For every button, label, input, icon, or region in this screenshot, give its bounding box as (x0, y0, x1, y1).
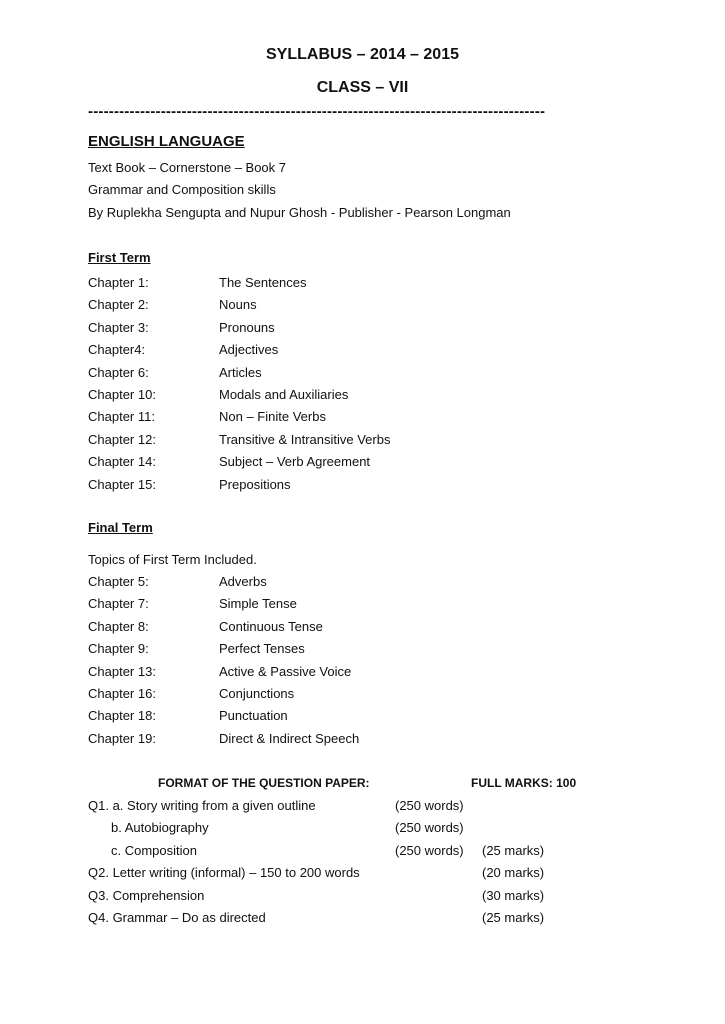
chapter-topic: Active & Passive Voice (219, 663, 352, 679)
chapter-topic: Non – Finite Verbs (219, 409, 326, 425)
chapter-number: Chapter 15: (88, 476, 156, 492)
chapter-topic: Adjectives (219, 342, 279, 358)
question-marks: (30 marks) (482, 888, 545, 903)
chapter-number: Chapter 13: (88, 663, 156, 679)
question-label: Q3. Comprehension (88, 888, 205, 903)
chapter-number: Chapter 16: (88, 685, 156, 701)
question-label: c. Composition (111, 843, 197, 858)
chapter-row (88, 686, 648, 708)
format-heading: FORMAT OF THE QUESTION PAPER: (158, 776, 370, 790)
chapter-topic: Continuous Tense (219, 618, 323, 634)
chapter-row (88, 708, 648, 730)
question-words: (250 words) (395, 798, 464, 813)
grammar-book-line: Grammar and Composition skills (88, 182, 276, 197)
question-words: (250 words) (395, 843, 464, 858)
chapter-row (88, 409, 648, 431)
chapter-row (88, 596, 648, 618)
chapter-topic: Modals and Auxiliaries (219, 386, 349, 402)
question-label: b. Autobiography (111, 820, 209, 835)
question-marks: (25 marks) (482, 843, 545, 858)
chapter-row (88, 641, 648, 663)
chapter-row (88, 342, 648, 364)
chapter-number: Chapter 7: (88, 596, 149, 612)
separator-line: ---------------------------------------------------------------------------------------- (88, 103, 546, 120)
chapter-row (88, 731, 648, 753)
authors-line: By Ruplekha Sengupta and Nupur Ghosh - Publisher - Pearson Longman (88, 205, 511, 220)
chapter-row (88, 477, 648, 499)
chapter-number: Chapter 9: (88, 641, 149, 657)
chapter-topic: Punctuation (219, 708, 288, 724)
chapter-number: Chapter 18: (88, 708, 156, 724)
chapter-topic: Prepositions (219, 476, 291, 492)
chapter-topic: Nouns (219, 297, 257, 313)
chapter-number: Chapter 1: (88, 275, 149, 290)
question-marks: (20 marks) (482, 865, 545, 880)
chapter-row (88, 387, 648, 409)
chapter-number: Chapter 10: (88, 386, 156, 402)
chapter-row (88, 432, 648, 454)
chapter-number: Chapter 6: (88, 364, 149, 380)
chapter-number: Chapter4: (88, 342, 146, 358)
full-marks-label: FULL MARKS: 100 (471, 776, 577, 790)
chapter-row (88, 619, 648, 641)
subject-heading: ENGLISH LANGUAGE (88, 133, 245, 150)
question-label: Q2. Letter writing (informal) – 150 to 200 words (88, 865, 360, 880)
chapter-row (88, 297, 648, 319)
chapter-number: Chapter 8: (88, 618, 149, 634)
chapter-number: Chapter 12: (88, 431, 156, 447)
chapter-topic: Conjunctions (219, 685, 295, 701)
chapter-number: Chapter 3: (88, 319, 149, 335)
chapter-row (88, 275, 648, 297)
chapter-topic: Subject – Verb Agreement (219, 454, 371, 470)
chapter-topic: Pronouns (219, 319, 275, 335)
first-term-heading: First Term (88, 250, 151, 265)
page-title: SYLLABUS – 2014 – 2015 (266, 46, 459, 63)
first-term-chapter-list (88, 275, 648, 499)
chapter-row (88, 365, 648, 387)
final-term-chapter-list (88, 574, 648, 753)
chapter-topic: The Sentences (219, 275, 307, 290)
chapter-row (88, 320, 648, 342)
chapter-topic: Transitive & Intransitive Verbs (219, 431, 391, 447)
chapter-number: Chapter 2: (88, 297, 149, 313)
chapter-row (88, 454, 648, 476)
final-term-heading: Final Term (88, 520, 153, 535)
class-title: CLASS – VII (316, 79, 409, 96)
chapter-topic: Adverbs (219, 574, 267, 589)
chapter-row (88, 574, 648, 596)
chapter-number: Chapter 11: (88, 409, 155, 425)
question-label: Q1. a. Story writing from a given outline (88, 798, 316, 813)
question-words: (250 words) (395, 820, 464, 835)
chapter-number: Chapter 19: (88, 730, 156, 746)
chapter-number: Chapter 14: (88, 454, 156, 470)
final-term-note: Topics of First Term Included. (88, 552, 257, 567)
chapter-topic: Simple Tense (219, 596, 297, 612)
textbook-line: Text Book – Cornerstone – Book 7 (88, 160, 287, 175)
chapter-row (88, 664, 648, 686)
question-marks: (25 marks) (482, 910, 545, 925)
chapter-topic: Perfect Tenses (219, 641, 305, 657)
chapter-topic: Articles (219, 364, 262, 380)
chapter-number: Chapter 5: (88, 574, 149, 589)
chapter-topic: Direct & Indirect Speech (219, 730, 360, 746)
question-label: Q4. Grammar – Do as directed (88, 910, 266, 925)
